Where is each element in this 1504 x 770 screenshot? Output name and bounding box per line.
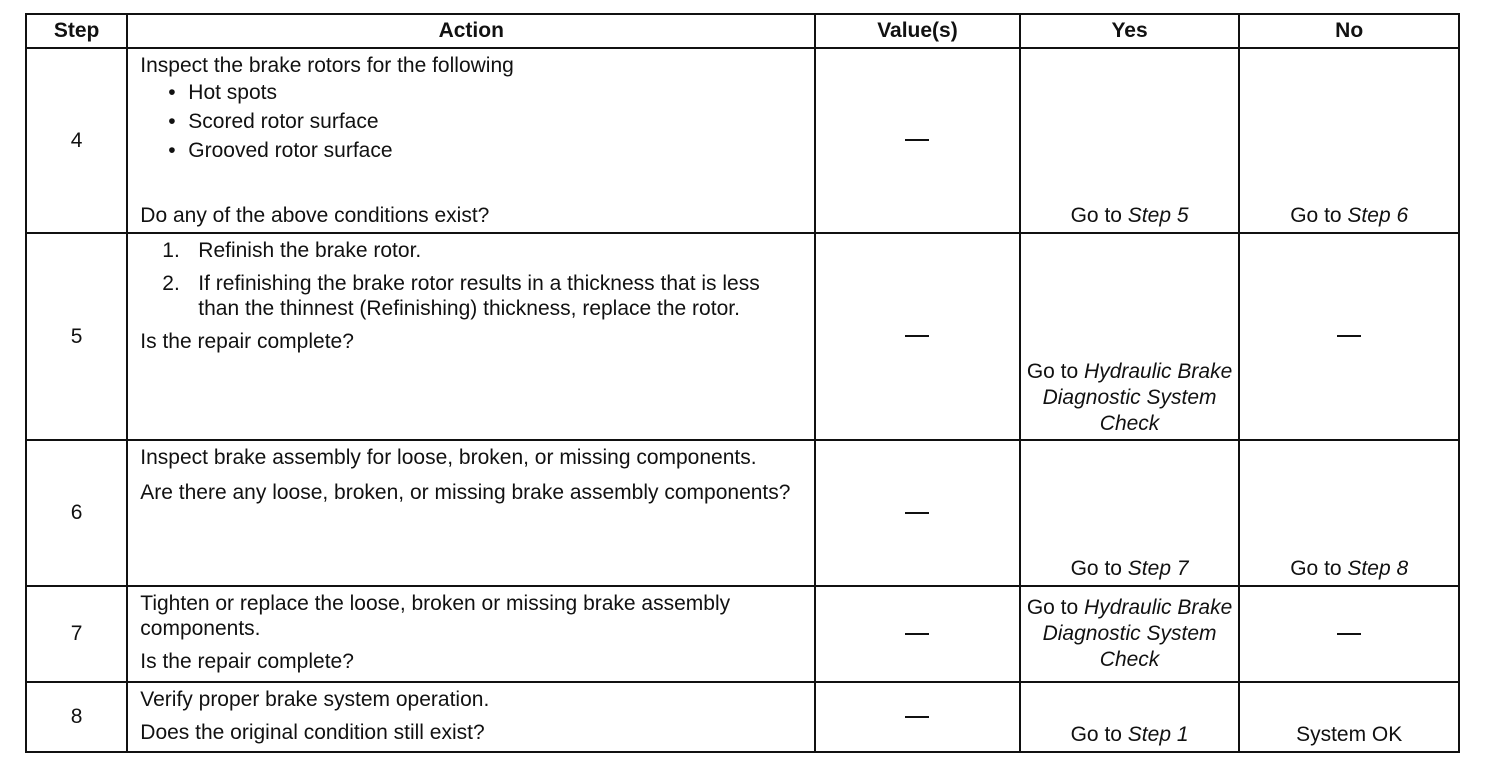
goto-link[interactable]: Go to Step 7 [1070, 557, 1189, 580]
dash-value [905, 633, 929, 635]
value-cell [815, 233, 1020, 440]
goto-link[interactable]: Go to Step 8 [1290, 557, 1409, 580]
header-yes: Yes [1020, 14, 1240, 48]
bullet-list [140, 78, 804, 165]
header-action: Action [127, 14, 815, 48]
action-question: Are there any loose, broken, or missing brake assembly components? [140, 481, 791, 504]
header-no: No [1239, 14, 1459, 48]
yes-cell [1020, 682, 1240, 752]
yes-cell [1020, 233, 1240, 440]
header-values: Value(s) [815, 14, 1020, 48]
no-cell [1239, 233, 1459, 440]
header-row [26, 14, 1459, 48]
action-text: Verify proper brake system operation. [140, 688, 490, 711]
action-cell [127, 586, 815, 682]
step-number: 4 [26, 48, 127, 233]
dash-value [905, 139, 929, 141]
action-question: Do any of the above conditions exist? [140, 204, 490, 227]
value-cell [815, 440, 1020, 586]
dash-value [1337, 335, 1361, 337]
numbered-list [140, 238, 804, 321]
no-cell [1239, 440, 1459, 586]
goto-link[interactable]: Go to Step 5 [1070, 204, 1189, 227]
value-cell [815, 586, 1020, 682]
table-row-step-8 [26, 682, 1459, 752]
goto-link[interactable]: Go to Hydraulic Brake Diagnostic System Check [1026, 360, 1233, 435]
step-number: 6 [26, 440, 127, 586]
dash-value [905, 716, 929, 718]
action-cell [127, 233, 815, 440]
action-text: Inspect brake assembly for loose, broken, or missing components. [140, 446, 757, 469]
list-item: 2. If refinishing the brake rotor results in a thickness that is less than the thinnest (Refinishing) thickness, replace the rotor. [162, 272, 760, 320]
no-cell [1239, 48, 1459, 233]
no-cell [1239, 586, 1459, 682]
action-cell [127, 682, 815, 752]
list-item: • Scored rotor surface [164, 107, 804, 136]
action-question: Does the original condition still exist? [140, 721, 485, 744]
action-question: Is the repair complete? [140, 650, 354, 673]
value-cell [815, 682, 1020, 752]
yes-cell [1020, 48, 1240, 233]
header-step: Step [26, 14, 127, 48]
action-text: Tighten or replace the loose, broken or missing brake assembly components. [140, 592, 731, 640]
yes-cell [1020, 440, 1240, 586]
diagnostic-table [25, 13, 1460, 753]
list-item: • Grooved rotor surface [164, 136, 804, 165]
list-item: • Hot spots [164, 78, 804, 107]
goto-link[interactable]: Go to Step 1 [1070, 723, 1189, 746]
dash-value [905, 335, 929, 337]
step-number: 7 [26, 586, 127, 682]
action-question: Is the repair complete? [140, 330, 354, 353]
goto-link[interactable]: Go to Hydraulic Brake Diagnostic System Check [1026, 596, 1233, 671]
action-cell [127, 48, 815, 233]
list-item: 1. Refinish the brake rotor. [162, 239, 422, 262]
step-number: 5 [26, 233, 127, 440]
step-number: 8 [26, 682, 127, 752]
system-ok-text: System OK [1296, 723, 1403, 746]
table-row-step-4 [26, 48, 1459, 233]
table-row-step-6 [26, 440, 1459, 586]
action-intro: Inspect the brake rotors for the following [140, 54, 514, 77]
yes-cell [1020, 586, 1240, 682]
dash-value [905, 512, 929, 514]
dash-value [1337, 633, 1361, 635]
value-cell [815, 48, 1020, 233]
action-cell [127, 440, 815, 586]
table-row-step-5 [26, 233, 1459, 440]
goto-link[interactable]: Go to Step 6 [1290, 204, 1409, 227]
no-cell [1239, 682, 1459, 752]
table-row-step-7 [26, 586, 1459, 682]
